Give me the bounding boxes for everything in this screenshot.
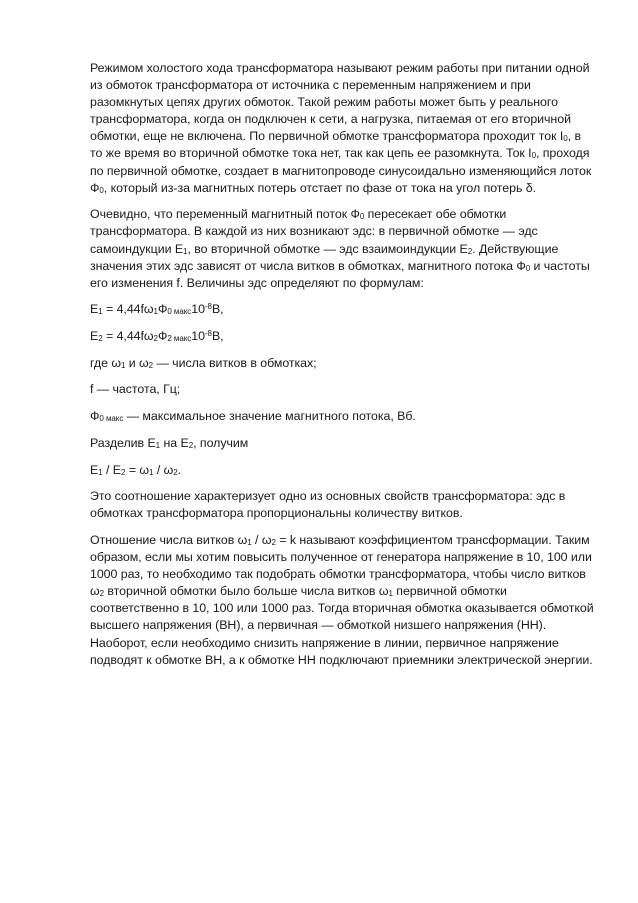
text: 10 [191,302,205,317]
subscript: 1 [149,467,154,477]
text: Это соотношение характеризует одно из основных свойств трансформатора: эдс в обмотках трансформатора пропорциональны количеству витков. [90,489,566,521]
subscript: 1 [388,589,393,599]
paragraph-transformation-ratio [90,532,595,669]
text: . Действующие значения этих эдс зависят от числа витков в обмотках, магнитного потока Ф [90,241,559,273]
subscript: 1 [120,360,126,370]
subscript: 0 [359,212,365,222]
text: / ω [153,462,174,477]
subscript: 2 [99,589,105,599]
subscript: 2 [173,467,178,477]
text: , в то же время во вторичной обмотке тока нет, так как цепь ее разомкнута. Ток I [90,129,582,161]
formula-e2 [90,328,595,345]
subscript: 0 [563,134,568,144]
text: = ω [125,462,150,477]
formula-ratio [90,462,595,479]
paragraph-frequency-definition [90,381,595,398]
subscript: 2 макс [167,334,192,344]
text: Е [90,329,99,344]
paragraph-magnetic-flux [90,206,595,291]
subscript: 1 [155,440,161,450]
text: пересекает обе обмотки трансформатора. В каждой из них возникают эдс: в первичной обмотке — эдс самоиндукции Е [90,207,538,256]
superscript: -8 [204,329,212,339]
text: Ф [90,409,100,424]
paragraph-flux-definition [90,408,595,425]
subscript: 1 [183,246,188,256]
subscript: 1 [247,538,252,547]
text: , который из-за магнитных потерь отстает по фазе от тока на угол потерь δ. [103,180,536,195]
paragraph-no-load-mode [90,60,595,197]
subscript: 2 [98,334,103,344]
text: , проходя по первичной обмотке, создает в магнитопроводе синусоидально изменяющийся лоток Ф [90,146,592,195]
text: В, [211,329,224,344]
text: 10 [191,329,205,344]
subscript: 0 [99,185,104,195]
paragraph-dividing [90,435,595,452]
text: на Е [160,435,189,450]
subscript: 2 [121,467,126,477]
text: = 4,44fω [102,329,154,344]
subscript: 1 [98,467,103,477]
subscript: 0 [525,263,531,273]
subscript: 2 [271,538,276,547]
subscript: 2 [467,246,473,256]
text: = 4,44fω [102,302,154,317]
text: первичной обмотки соответственно в 10, 100 или 1000 раз. Тогда вторичная обмотка оказывается обмоткой высшего напряжения (ВН), а первичная — обмоткой низшего напряжения (НН). Наоборот, если необходимо снизить напряжение в линии, первичное напряжение подводят к обмотке ВН, а к обмотке НН подключают приемники электрической энергии. [90,584,594,667]
text: Очевидно, что переменный магнитный поток Ф [90,207,360,222]
text: f — частота, Гц; [90,382,181,397]
paragraph-ratio-property [90,488,595,522]
subscript: 2 [148,360,154,370]
subscript: 2 [153,334,158,344]
text: Отношение числа витков ω [90,533,248,547]
text: , получим [193,435,249,450]
paragraph-turns-definition [90,355,595,372]
subscript: 2 [188,440,194,450]
text: / Е [102,462,122,477]
text: Ф [157,329,168,344]
subscript: 0 [531,151,536,161]
formula-e1 [90,301,595,318]
subscript: 0 макс [167,307,192,317]
text: Разделив Е [90,435,156,450]
text: Е [90,462,99,477]
subscript: 1 [153,307,158,317]
text: Режимом холостого хода трансформатора называют режим работы при питании одной из обмоток трансформатора от источника с переменным напряжением и при разомкнутых цепях других обмоток. Такой режим работы может быть у реального трансформатора, когда он подключен к сети, а нагрузка, питаемая от его вторичной обмотки, еще не включена. По первичной обмотке трансформатора проходит ток I [90,61,590,144]
text: вторичной обмотки было больше числа витков ω [104,584,389,599]
text: В, [211,302,224,317]
text: Ф [157,302,168,317]
subscript: 0 макс [99,414,124,424]
subscript: 1 [98,307,103,317]
text: — максимальное значение магнитного потока, Вб. [123,409,416,424]
text: и частоты его изменения f. Величины эдс определяют по формулам: [90,258,590,290]
text: . [177,462,182,477]
superscript: -8 [204,302,212,312]
text: где ω [90,355,121,370]
document-page [90,60,595,678]
text: — числа витков в обмотках; [153,355,317,370]
text: , во вторичной обмотке — эдс взаимоиндукции Е [187,241,468,256]
text: Е [90,302,99,317]
text: / ω [251,533,272,547]
text: и ω [125,355,149,370]
text: = k называют коэффициентом трансформации. Таким образом, если мы хотим повысить полученное от генератора напряжение в 10, 100 или 1000 раз, то необходимо так подобрать обмотки трансформатора, чтобы число витков ω [90,533,592,599]
